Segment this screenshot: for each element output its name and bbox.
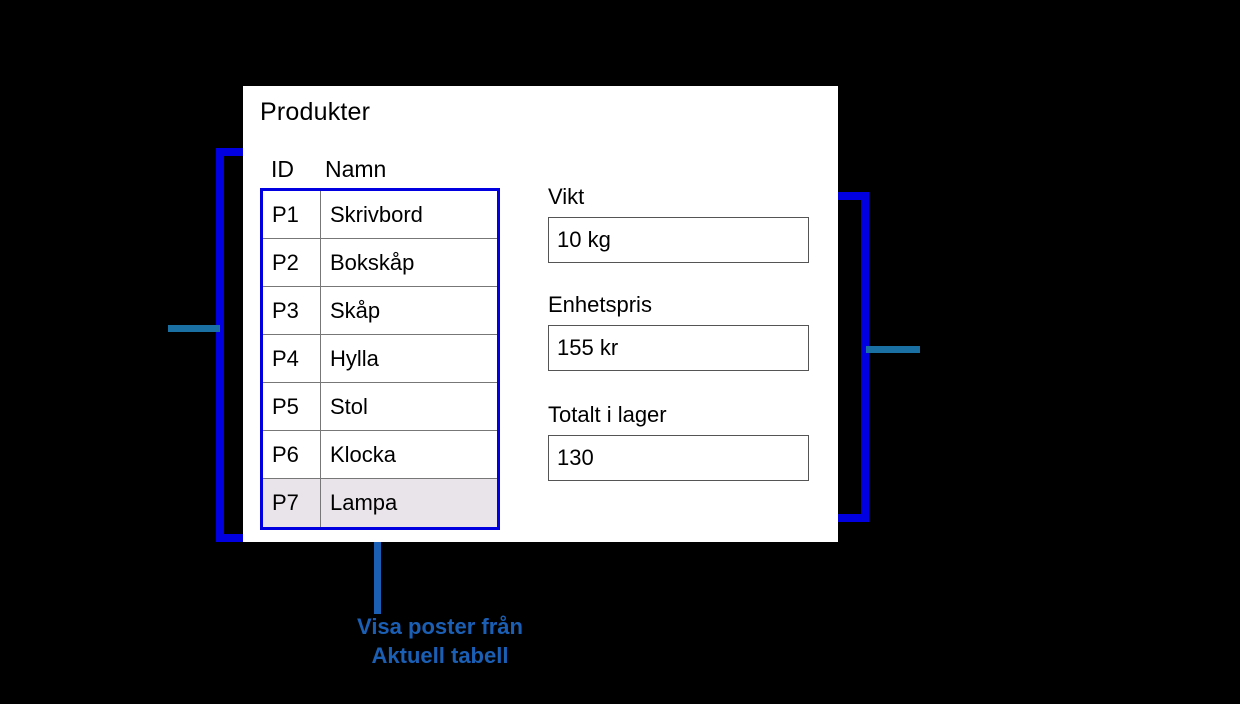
table-row-selected[interactable] xyxy=(263,479,497,527)
cell-id: P4 xyxy=(263,335,321,382)
cell-name: Stol xyxy=(330,393,368,419)
cell-id: P5 xyxy=(263,383,321,430)
cell-id: P3 xyxy=(263,287,321,334)
column-header-name: Namn xyxy=(325,156,387,182)
left-bracket-stub xyxy=(168,325,220,332)
cell-id: P1 xyxy=(263,191,321,238)
table-row[interactable] xyxy=(263,383,497,431)
field-input-unit-price[interactable]: 155 kr xyxy=(548,325,809,371)
cell-id: P6 xyxy=(263,431,321,478)
annotation-caption xyxy=(250,612,630,670)
field-input-weight[interactable]: 10 kg xyxy=(548,217,809,263)
field-label-unit-price: Enhetspris xyxy=(548,292,652,317)
cell-name: Skåp xyxy=(330,297,381,323)
cell-name: Lampa xyxy=(330,490,398,515)
field-unit-price xyxy=(548,292,809,371)
table-row[interactable] xyxy=(263,287,497,335)
cell-name: Bokskåp xyxy=(330,249,415,275)
table-row[interactable] xyxy=(263,191,497,239)
cell-id: P7 xyxy=(263,479,321,527)
right-bracket-stub xyxy=(866,346,920,353)
page-title: Produkter xyxy=(260,98,371,126)
annotation-caption-line-2: Aktuell tabell xyxy=(371,643,509,668)
field-label-weight: Vikt xyxy=(548,184,585,209)
products-table[interactable] xyxy=(260,188,500,530)
produkter-panel xyxy=(243,86,838,542)
table-row[interactable] xyxy=(263,335,497,383)
field-input-total-stock[interactable]: 130 xyxy=(548,435,809,481)
field-total-stock xyxy=(548,402,809,481)
cell-id: P2 xyxy=(263,239,321,286)
field-weight xyxy=(548,184,809,263)
annotation-caption-line-1: Visa poster från xyxy=(357,614,523,639)
table-row[interactable] xyxy=(263,431,497,479)
table-row[interactable] xyxy=(263,239,497,287)
cell-name: Hylla xyxy=(330,345,379,371)
column-header-id: ID xyxy=(271,156,294,182)
cell-name: Klocka xyxy=(330,441,397,467)
cell-name: Skrivbord xyxy=(330,201,423,227)
field-label-total-stock: Totalt i lager xyxy=(548,402,667,427)
